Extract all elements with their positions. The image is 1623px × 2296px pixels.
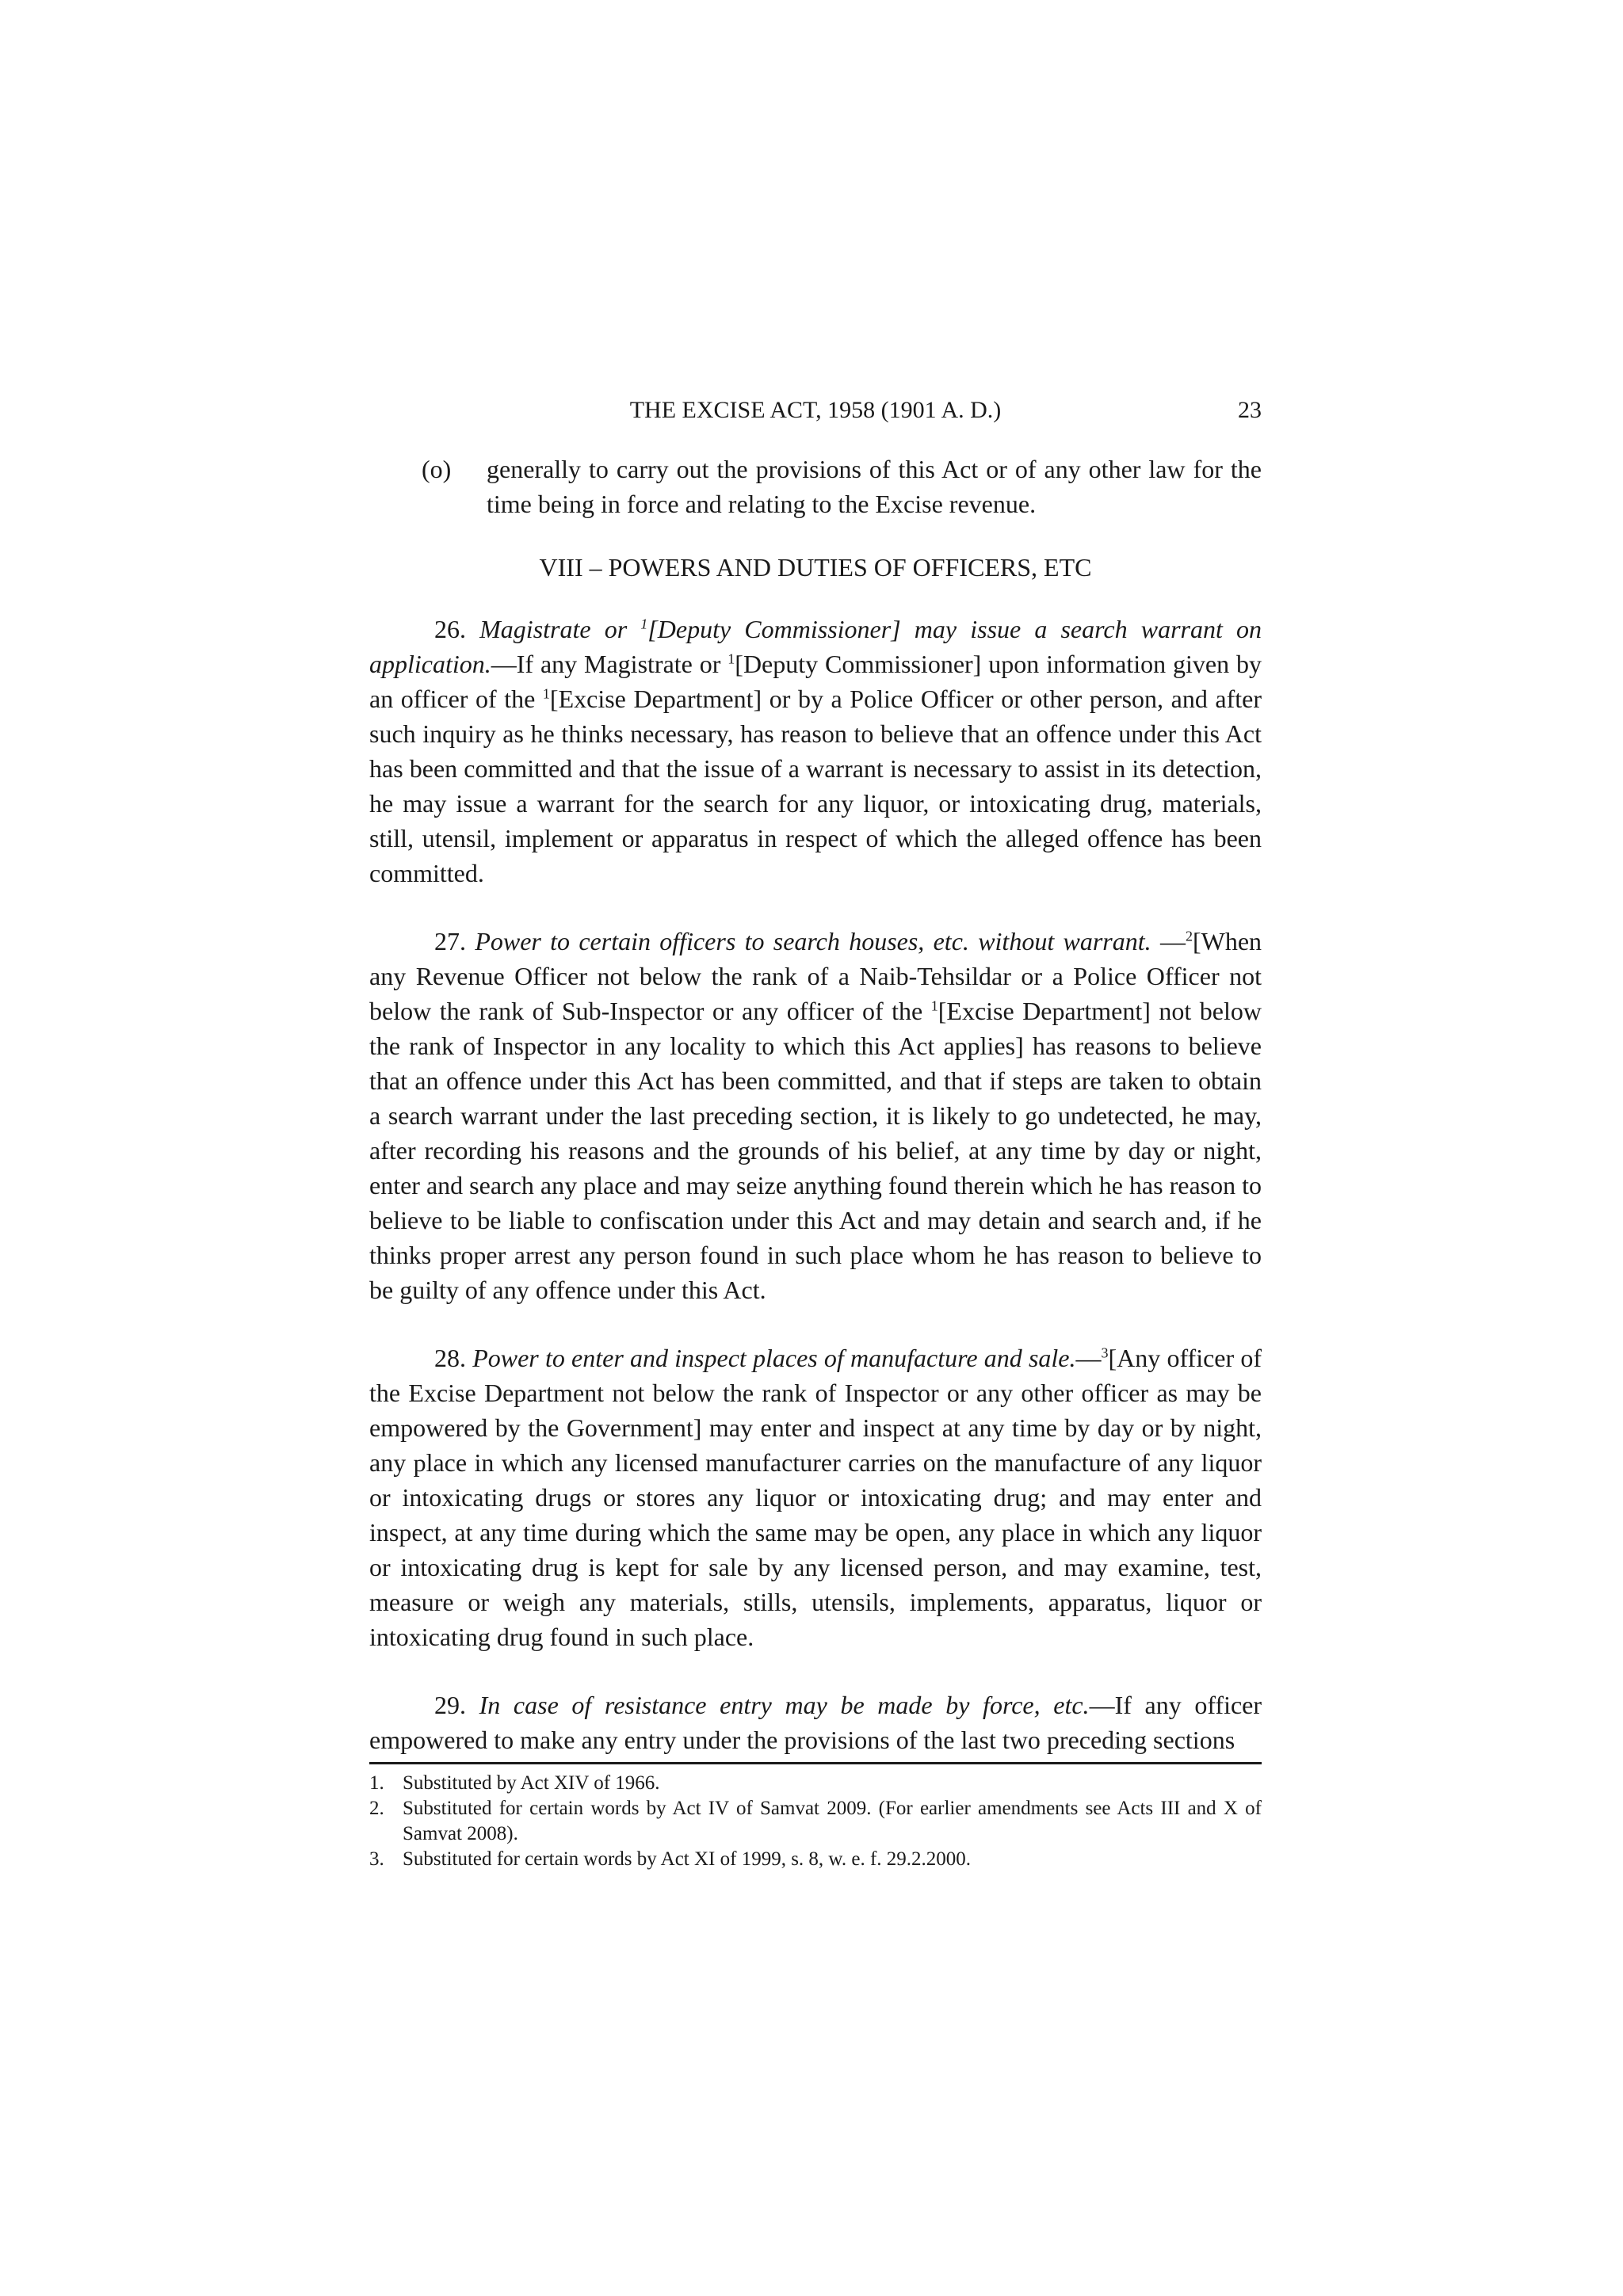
section-number: 29. [434, 1691, 466, 1719]
chapter-heading: VIII – POWERS AND DUTIES OF OFFICERS, ETC [539, 553, 1092, 582]
section-body: [Any officer of the Excise Department not below the rank of Inspector or any other officer as may be empowered by the Government] may enter and inspect at any time by day or by night, any place in which any licensed manufacturer carries on the manufacture of any liquor or intoxicating drugs or stores any liquor or intoxicating drug; and may enter and inspect, at any time during which the same may be open, any place in which any liquor or intoxicating drug is kept for sale by any licensed person, and may examine, test, measure or weigh any materials, stills, utensils, implements, apparatus, liquor or intoxicating drug found in such place. [369, 1344, 1262, 1651]
clause-marker: (o) [422, 455, 452, 483]
footnote-ref: 1 [640, 616, 648, 632]
section-heading-part: Magistrate or [479, 615, 641, 643]
section-26 [369, 612, 1262, 891]
section-heading: In case of resistance entry may be made by force, etc. [479, 1691, 1090, 1719]
clause-o [369, 452, 1262, 521]
section-heading: Power to certain officers to search houses, etc. without warrant. [475, 927, 1151, 955]
footnote-number: 1. [369, 1772, 384, 1794]
footnote-number: 2. [369, 1798, 384, 1819]
document-page [369, 388, 1262, 1872]
footnote-ref: 2 [1185, 928, 1193, 944]
footnote-item [369, 1847, 1262, 1872]
section-number: 26. [434, 615, 466, 643]
section-29 [369, 1688, 1262, 1757]
clause-text: generally to carry out the provisions of this Act or of any other law for the time being in force and relating to the Excise revenue. [487, 455, 1262, 518]
section-heading-part: [Deputy Commissioner] may issue a search warrant on application. [369, 615, 1262, 678]
footnote-item [369, 1771, 1262, 1796]
footnote-text: Substituted for certain words by Act IV of Samvat 2009. (For earlier amendments see Acts III and X of Samvat 2008). [403, 1798, 1262, 1844]
section-number: 27. [434, 927, 466, 955]
footnote-ref: 3 [1101, 1344, 1109, 1361]
section-body: —If any officer empowered to make any entry under the provisions of the last two preceding sections [369, 1691, 1262, 1754]
footnotes [369, 1771, 1262, 1872]
section-body: [Excise Department] or by a Police Officer or other person, and after such inquiry as he thinks necessary, has reason to believe that an offence under this Act has been committed and that the issue of a warrant is necessary to assist in its detection, he may issue a warrant for the search for any liquor, or intoxicating drug, materials, still, utensil, implement or apparatus in respect of which the alleged offence has been committed. [369, 685, 1262, 887]
section-28 [369, 1341, 1262, 1654]
section-number: 28. [434, 1344, 466, 1372]
section-body: [Deputy Commissioner] upon information given by an officer of the [369, 650, 1262, 713]
section-body: —If any Magistrate or [491, 650, 728, 678]
section-body: [Excise Department] not below the rank of Inspector in any locality to which this Act applies] has reasons to believe that an offence under this Act has been committed, and that if steps are taken to obtain a search warrant under the last preceding section, it is likely to go undetected, he may, after recording his reasons and the grounds of his belief, at any time by day or night, enter and search any place and may seize anything found therein which he has reason to believe to be liable to confiscation under this Act and may detain and search and, if he thinks proper arrest any person found in such place whom he has reason to believe to be guilty of any offence under this Act. [369, 997, 1262, 1304]
page-number: 23 [1238, 397, 1262, 423]
footnote-text: Substituted by Act XIV of 1966. [403, 1772, 660, 1794]
running-header [369, 388, 1262, 433]
footnote-ref: 1 [727, 650, 735, 667]
section-body: — [1151, 927, 1186, 955]
footnote-item [369, 1796, 1262, 1847]
section-body: [When any Revenue Officer not below the rank of a Naib-Tehsildar or a Police Officer not below the rank of Sub-Inspector or any officer of the [369, 927, 1262, 1025]
section-27 [369, 924, 1262, 1307]
section-heading: Power to enter and inspect places of manufacture and sale. [472, 1344, 1076, 1372]
footnote-number: 3. [369, 1848, 384, 1870]
section-body: — [1075, 1344, 1102, 1372]
footnote-ref: 1 [542, 685, 550, 702]
header-title: THE EXCISE ACT, 1958 (1901 A. D.) [629, 397, 1002, 423]
footnote-divider [369, 1762, 1262, 1764]
footnote-ref: 1 [930, 997, 938, 1014]
footnote-text: Substituted for certain words by Act XI of 1999, s. 8, w. e. f. 29.2.2000. [403, 1848, 972, 1870]
